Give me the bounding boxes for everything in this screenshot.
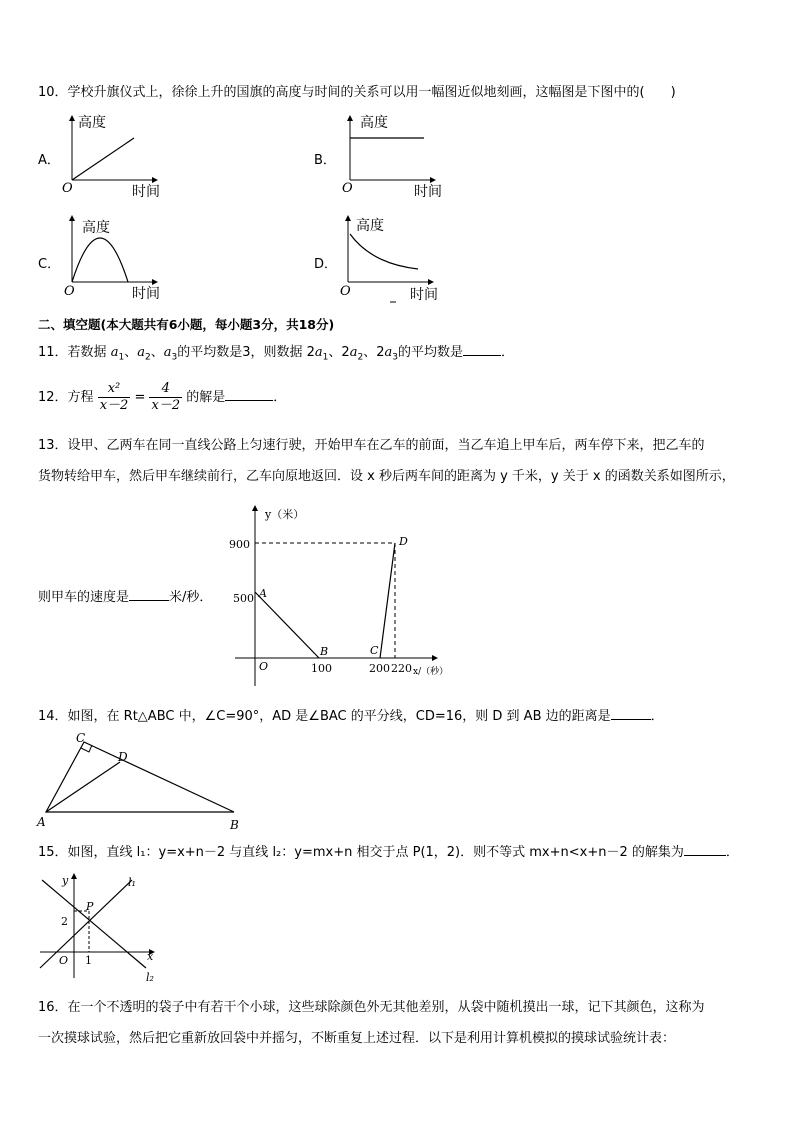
q10-c-ylabel: 高度 [82,220,110,236]
q15-x-label: x [147,950,154,963]
q15-point-p: P [86,900,94,913]
q14-stem: 14．如图，在 Rt△ABC 中，∠C=90°，AD 是∠BAC 的平分线，CD=16，则 D 到 AB 边的距离是 ． [38,709,664,724]
q13-segment-cd [380,543,395,658]
q13-xtick-220: 220 [391,662,412,675]
q15-tick-2: 2 [61,915,68,928]
q13-xlabel: x/（秒） [413,667,449,677]
q13-point-d: D [399,535,408,548]
q10-d-origin: O [340,284,351,299]
q13-point-a: A [259,587,267,600]
q14-label-c: C [76,731,86,745]
q13-origin: O [259,660,269,673]
q10-d-xlabel: 时间 [410,287,438,303]
q10-c-curve [72,238,128,282]
q10-stem: 10．学校升旗仪式上，徐徐上升的国旗的高度与时间的关系可以用一幅图近似地刻画，这幅图是下图中的( ) [38,85,676,100]
q12-rhs-fraction: $\frac{4}{x-2}$ [151,381,181,413]
q10-b-ylabel: 高度 [360,115,388,131]
q10-c-xlabel: 时间 [132,286,160,302]
q10-b-origin: O [342,181,353,196]
q10-c-origin: O [64,284,75,299]
q10-graph-c [62,212,182,302]
q14-label-d: D [118,750,128,764]
q10-a-line [72,138,134,180]
q14-triangle [34,730,244,830]
q10-option-d-letter: D． [314,257,338,272]
q10-b-xlabel: 时间 [414,184,442,200]
q12-lhs-fraction: $\frac{\text{x²}}{x-2}$ [99,381,129,413]
q15-stem: 15．如图，直线 l₁：y=x+n－2 与直线 l₂：y=mx+n 相交于点 P(1，2)．则不等式 mx+n<x+n－2 的解集为 ． [38,845,739,860]
q10-option-a-letter: A． [38,153,60,168]
q15-tick-1: 1 [85,954,92,967]
q15-graph [34,868,164,983]
q16-line1: 16．在一个不透明的袋子中有若干个小球，这些球除颜色外无其他差别，从袋中随机摸出一球，记下其颜色，这称为 [38,1000,705,1015]
q13-ytick-500: 500 [233,592,254,605]
q15-label-l1: l₁ [128,876,136,889]
q13-line1: 13．设甲、乙两车在同一直线公路上匀速行驶，开始甲车在乙车的前面，当乙车追上甲车后，两车停下来，把乙车的 [38,438,705,453]
q15-label-l2: l₂ [146,971,154,984]
q13-graph [225,500,465,690]
q14-label-a: A [37,815,46,829]
q11-stem: 11．若数据 $a_1$、$a_2$、$a_3$的平均数是3，则数据 $2a_1$、$2a_2$、$2a_3$的平均数是 ． [38,345,515,363]
q10-a-origin: O [62,181,73,196]
q13-ytick-900: 900 [229,538,250,551]
q13-point-b: B [320,645,329,658]
q10-d-curve [350,234,418,269]
q10-a-ylabel: 高度 [78,115,106,131]
q15-origin: O [59,954,69,967]
q10-a-xlabel: 时间 [132,184,160,200]
q10-option-c-letter: C． [38,257,61,272]
q15-y-label: y [62,874,69,887]
q13-ylabel: y（米） [265,508,305,521]
q12-stem: 12．方程 $\frac{\text{x²}}{x-2}$ = $\frac{4}{x-2}$ 的解是 ． [38,381,287,413]
section-2-title: 二、填空题(本大题共有6小题，每小题3分，共18分) [38,317,335,332]
q13-xtick-200: 200 [369,662,390,675]
q10-graph-b [340,112,460,202]
q13-segment-ab [255,592,319,658]
q10-option-b-letter: B． [314,153,336,168]
q13-point-c: C [370,644,379,657]
q14-label-b: B [230,818,239,832]
q13-answer: 则甲车的速度是 米/秒． [38,590,213,605]
q10-d-ylabel: 高度 [356,218,384,234]
q13-line2: 货物转给甲车，然后甲车继续前行，乙车向原地返回．设 x 秒后两车间的距离为 y 千米，y 关于 x 的函数关系如图所示， [38,469,735,484]
q16-line2: 一次摸球试验，然后把它重新放回袋中并摇匀，不断重复上述过程．以下是利用计算机模拟的摸球试验统计表： [38,1031,676,1046]
q15-line-l2 [42,880,146,968]
q13-xtick-100: 100 [311,662,332,675]
